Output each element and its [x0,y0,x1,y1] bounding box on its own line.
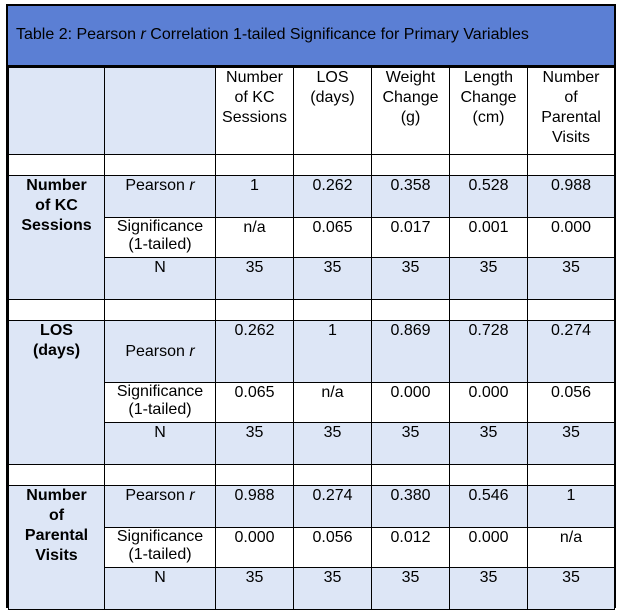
pearson-value: 1 [216,176,294,218]
pearson-label-italic: r [189,177,195,194]
column-header-line: of [564,89,578,106]
n-value: 35 [294,423,372,465]
n-value: 35 [372,568,450,610]
column-header [216,68,294,155]
column-header-line: (g) [400,109,421,126]
group-label-line: (days) [32,342,81,359]
column-header-line: Length [464,69,513,86]
pearson-label-text: Pearson [125,177,190,194]
significance-value: 0.056 [294,528,372,568]
table-frame [6,4,616,608]
empty-cell [294,155,372,176]
column-header-line: Visits [552,129,590,146]
empty-cell [528,465,615,486]
significance-value: 0.065 [216,383,294,423]
empty-cell [450,465,528,486]
significance-value: n/a [294,383,372,423]
n-value: 35 [450,258,528,300]
pearson-value: 0.869 [372,321,450,383]
column-header-line: Number [542,69,600,86]
column-header [528,68,615,155]
significance-label-line: (1-tailed) [128,546,192,563]
pearson-value: 0.274 [294,486,372,528]
column-header [294,68,372,155]
stat-label-significance [105,528,216,568]
pearson-label-italic: r [189,487,195,504]
column-header-line: (cm) [472,109,505,126]
significance-value: 0.012 [372,528,450,568]
stat-label-n: N [105,258,216,300]
pearson-label-text: Pearson [125,487,190,504]
group-label-line: LOS [40,322,73,339]
header-empty-cell [105,68,216,155]
pearson-value: 0.988 [528,176,615,218]
pearson-value: 0.262 [216,321,294,383]
empty-cell [105,300,216,321]
significance-label-line: Significance [116,528,204,545]
stat-label-pearson [105,486,216,528]
empty-cell [216,155,294,176]
column-header-line: LOS [316,69,349,86]
empty-cell [450,300,528,321]
stat-label-n: N [105,568,216,610]
significance-value: 0.065 [294,218,372,258]
empty-cell [294,300,372,321]
empty-cell [372,300,450,321]
group-label [9,321,105,465]
group-label-line: Sessions [21,217,92,234]
header-row [9,68,615,155]
n-value: 35 [216,423,294,465]
significance-value: 0.056 [528,383,615,423]
group-label-line: Number [26,177,87,194]
pearson-value: 1 [294,321,372,383]
pearson-row [9,176,615,218]
pearson-value: 0.262 [294,176,372,218]
significance-label-line: (1-tailed) [128,236,192,253]
stat-label-significance [105,383,216,423]
pearson-value: 0.546 [450,486,528,528]
significance-label-line: Significance [116,218,204,235]
empty-cell [528,155,615,176]
spacer-row [9,155,615,176]
empty-cell [294,465,372,486]
empty-cell [9,465,105,486]
stat-label-pearson [105,176,216,218]
column-header-line: Change [460,89,517,106]
empty-cell [9,300,105,321]
pearson-value: 0.380 [372,486,450,528]
n-value: 35 [216,568,294,610]
significance-value: 0.000 [216,528,294,568]
n-value: 35 [216,258,294,300]
column-header-line: Change [382,89,439,106]
header-empty-cell [9,68,105,155]
n-value: 35 [450,423,528,465]
spacer-row [9,465,615,486]
pearson-value: 1 [528,486,615,528]
significance-value: 0.000 [450,383,528,423]
n-value: 35 [294,568,372,610]
group-label [9,176,105,300]
column-header [450,68,528,155]
empty-cell [105,465,216,486]
title-text: Table 2: Pearson [16,26,141,43]
spacer-row [9,300,615,321]
pearson-value: 0.728 [450,321,528,383]
n-value: 35 [528,423,615,465]
stat-label-significance [105,218,216,258]
pearson-label-italic: r [189,342,195,360]
pearson-value: 0.528 [450,176,528,218]
significance-label-line: (1-tailed) [128,401,192,418]
column-header-line: Number [226,69,283,86]
pearson-value: 0.274 [528,321,615,383]
significance-value: 0.000 [528,218,615,258]
group-label-line: Number [26,487,87,504]
empty-cell [528,300,615,321]
significance-value: 0.000 [372,383,450,423]
pearson-value: 0.988 [216,486,294,528]
empty-cell [216,300,294,321]
significance-label-line: Significance [116,383,204,400]
significance-value: 0.000 [450,528,528,568]
group-label-line: of [48,507,65,524]
empty-cell [105,155,216,176]
pearson-row [9,321,615,383]
significance-value: n/a [528,528,615,568]
empty-cell [9,155,105,176]
significance-value: n/a [216,218,294,258]
group-label-line: of KC [35,197,78,214]
empty-cell [372,465,450,486]
n-value: 35 [372,423,450,465]
title-italic-r: r [140,26,146,43]
group-label [9,486,105,610]
significance-value: 0.017 [372,218,450,258]
column-header-line: Parental [541,109,601,126]
empty-cell [372,155,450,176]
group-label-line: Visits [35,547,78,564]
column-header [372,68,450,155]
correlation-table [8,67,615,610]
n-value: 35 [372,258,450,300]
empty-cell [450,155,528,176]
column-header-line: Weight [385,69,436,86]
pearson-label-text: Pearson [125,342,190,360]
table-title [8,6,614,67]
stat-label-pearson [105,321,216,383]
significance-value: 0.001 [450,218,528,258]
pearson-row [9,486,615,528]
n-value: 35 [528,258,615,300]
pearson-value: 0.358 [372,176,450,218]
n-value: 35 [294,258,372,300]
title-text-suffix: Correlation 1-tailed Significance for Primary Variables [145,26,529,43]
column-header-line: of KC [234,89,275,106]
group-label-line: Parental [24,527,89,544]
n-value: 35 [450,568,528,610]
stat-label-n: N [105,423,216,465]
empty-cell [216,465,294,486]
column-header-line: Sessions [222,109,287,126]
n-value: 35 [528,568,615,610]
column-header-line: (days) [310,89,355,106]
